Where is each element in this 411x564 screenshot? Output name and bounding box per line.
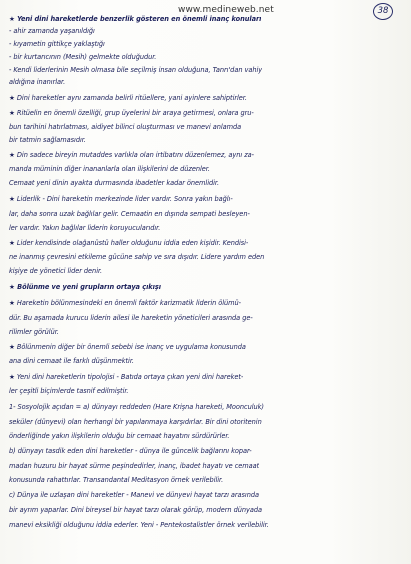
note-line: ★ Yeni dini hareketlerin tipolojisi - Batıda ortaya çıkan yeni dini hareket- (9, 373, 244, 381)
note-line: Cemaat yeni dinin ayakta durmasında ibadetler kadar önemlidir. (9, 179, 219, 187)
note-line: - Kendi liderlerinin Mesih olmasa bile seçilmiş insan olduğuna, Tanrı'dan vahiy (9, 66, 263, 74)
note-line: aldığına inanırlar. (9, 78, 66, 86)
note-line: ne inanmış çevresini etkileme gücüne sahip ve sıra dışıdır. Lidere yardım eden (9, 253, 265, 261)
note-line: bir ayrım yaparlar. Dini bireysel bir hayat tarzı olarak görüp, modern dünyada (9, 506, 262, 514)
note-line: ★ Hareketin bölünmesindeki en önemli faktör karizmatik liderin ölümü- (9, 299, 242, 307)
note-line: ana dini cemaat ile farklı düşünmektir. (9, 357, 134, 365)
note-line: ler çeşitli biçimlerde tasnif edilmiştir. (9, 387, 129, 395)
note-line: ★ Dini hareketler aynı zamanda belirli ritüellere, yani ayinlere sahiptirler. (9, 94, 247, 102)
note-line: 1- Sosyolojik açıdan = a) dünyayı reddeden (Hare Krişna hareketi, Moonculuk) (9, 403, 264, 411)
note-line: manevi eksikliği olduğunu iddia ederler. Yeni - Pentekostalistler örnek verilebilir. (9, 521, 269, 529)
note-line: önderliğinde yakın ilişkilerin olduğu bir cemaat hayatını sürdürürler. (9, 432, 230, 440)
note-line: c) Dünya ile uzlaşan dini hareketler - Manevi ve dünyevi hayat tarzı arasında (9, 491, 259, 499)
note-line: - bir kurtarıcının (Mesih) gelmekte olduğudur. (9, 53, 157, 61)
note-line: ★ Din sadece bireyin mutaddes varlıkla olan irtibatını düzenlemez, aynı za- (9, 151, 254, 159)
note-line: b) dünyayı tasdik eden dini hareketler - dünya ile güncelik bağlarını kopar- (9, 447, 252, 455)
note-line: ★ Bölünmenin diğer bir önemli sebebi ise inanç ve uygulama konusunda (9, 343, 246, 351)
note-line: lar, daha sonra uzak bağlılar gelir. Cemaatin en dışında sempati besleyen- (9, 210, 250, 218)
page-number: 38 (373, 3, 393, 20)
note-line: rilimler görülür. (9, 328, 59, 336)
note-line: manda müminin diğer inananlarla olan ilişkilerini de düzenler. (9, 165, 210, 173)
note-line: bir tatmin sağlamasıdır. (9, 136, 86, 144)
note-line: dür. Bu aşamada kurucu liderin ailesi ile hareketin yöneticileri arasında ge- (9, 314, 253, 322)
note-line: madan huzuru bir hayat sürme peşindedirler, inanç, ibadet hayatı ve cemaat (9, 462, 260, 470)
note-line: ler vardır. Yakın bağlılar liderin koruyucularıdır. (9, 224, 161, 232)
note-line: ★ Lider kendisinde olağanüstü haller olduğunu iddia eden kişidir. Kendisi- (9, 239, 249, 247)
note-line: konusunda rahattırlar. Transandantal Meditasyon örnek verilebilir. (9, 476, 224, 484)
note-line: seküler (dünyevi) olan herhangi bir yapılanmaya karşıdırlar. Bir dini otoritenin (9, 418, 262, 426)
note-line: ★ Yeni dini hareketlerde benzerlik gösteren en önemli inanç konuları (9, 15, 262, 23)
note-line: ★ Bölünme ve yeni grupların ortaya çıkışı (9, 283, 161, 291)
note-line: kişiye de yönetici lider denir. (9, 267, 103, 275)
note-line: bun tarihini hatırlatması, aidiyet bilinci oluşturması ve manevi anlamda (9, 123, 242, 131)
note-line: ★ Ritüelin en önemli özelliği, grup üyelerini bir araya getirmesi, onlara gru- (9, 109, 254, 117)
watermark: www.medineweb.net (178, 5, 274, 15)
note-line: - ahir zamanda yaşanıldığı (9, 27, 95, 35)
note-line: - kıyametin gittikçe yaklaştığı (9, 40, 105, 48)
note-line: ★ Liderlik - Dini hareketin merkezinde lider vardır. Sonra yakın bağlı- (9, 195, 233, 203)
